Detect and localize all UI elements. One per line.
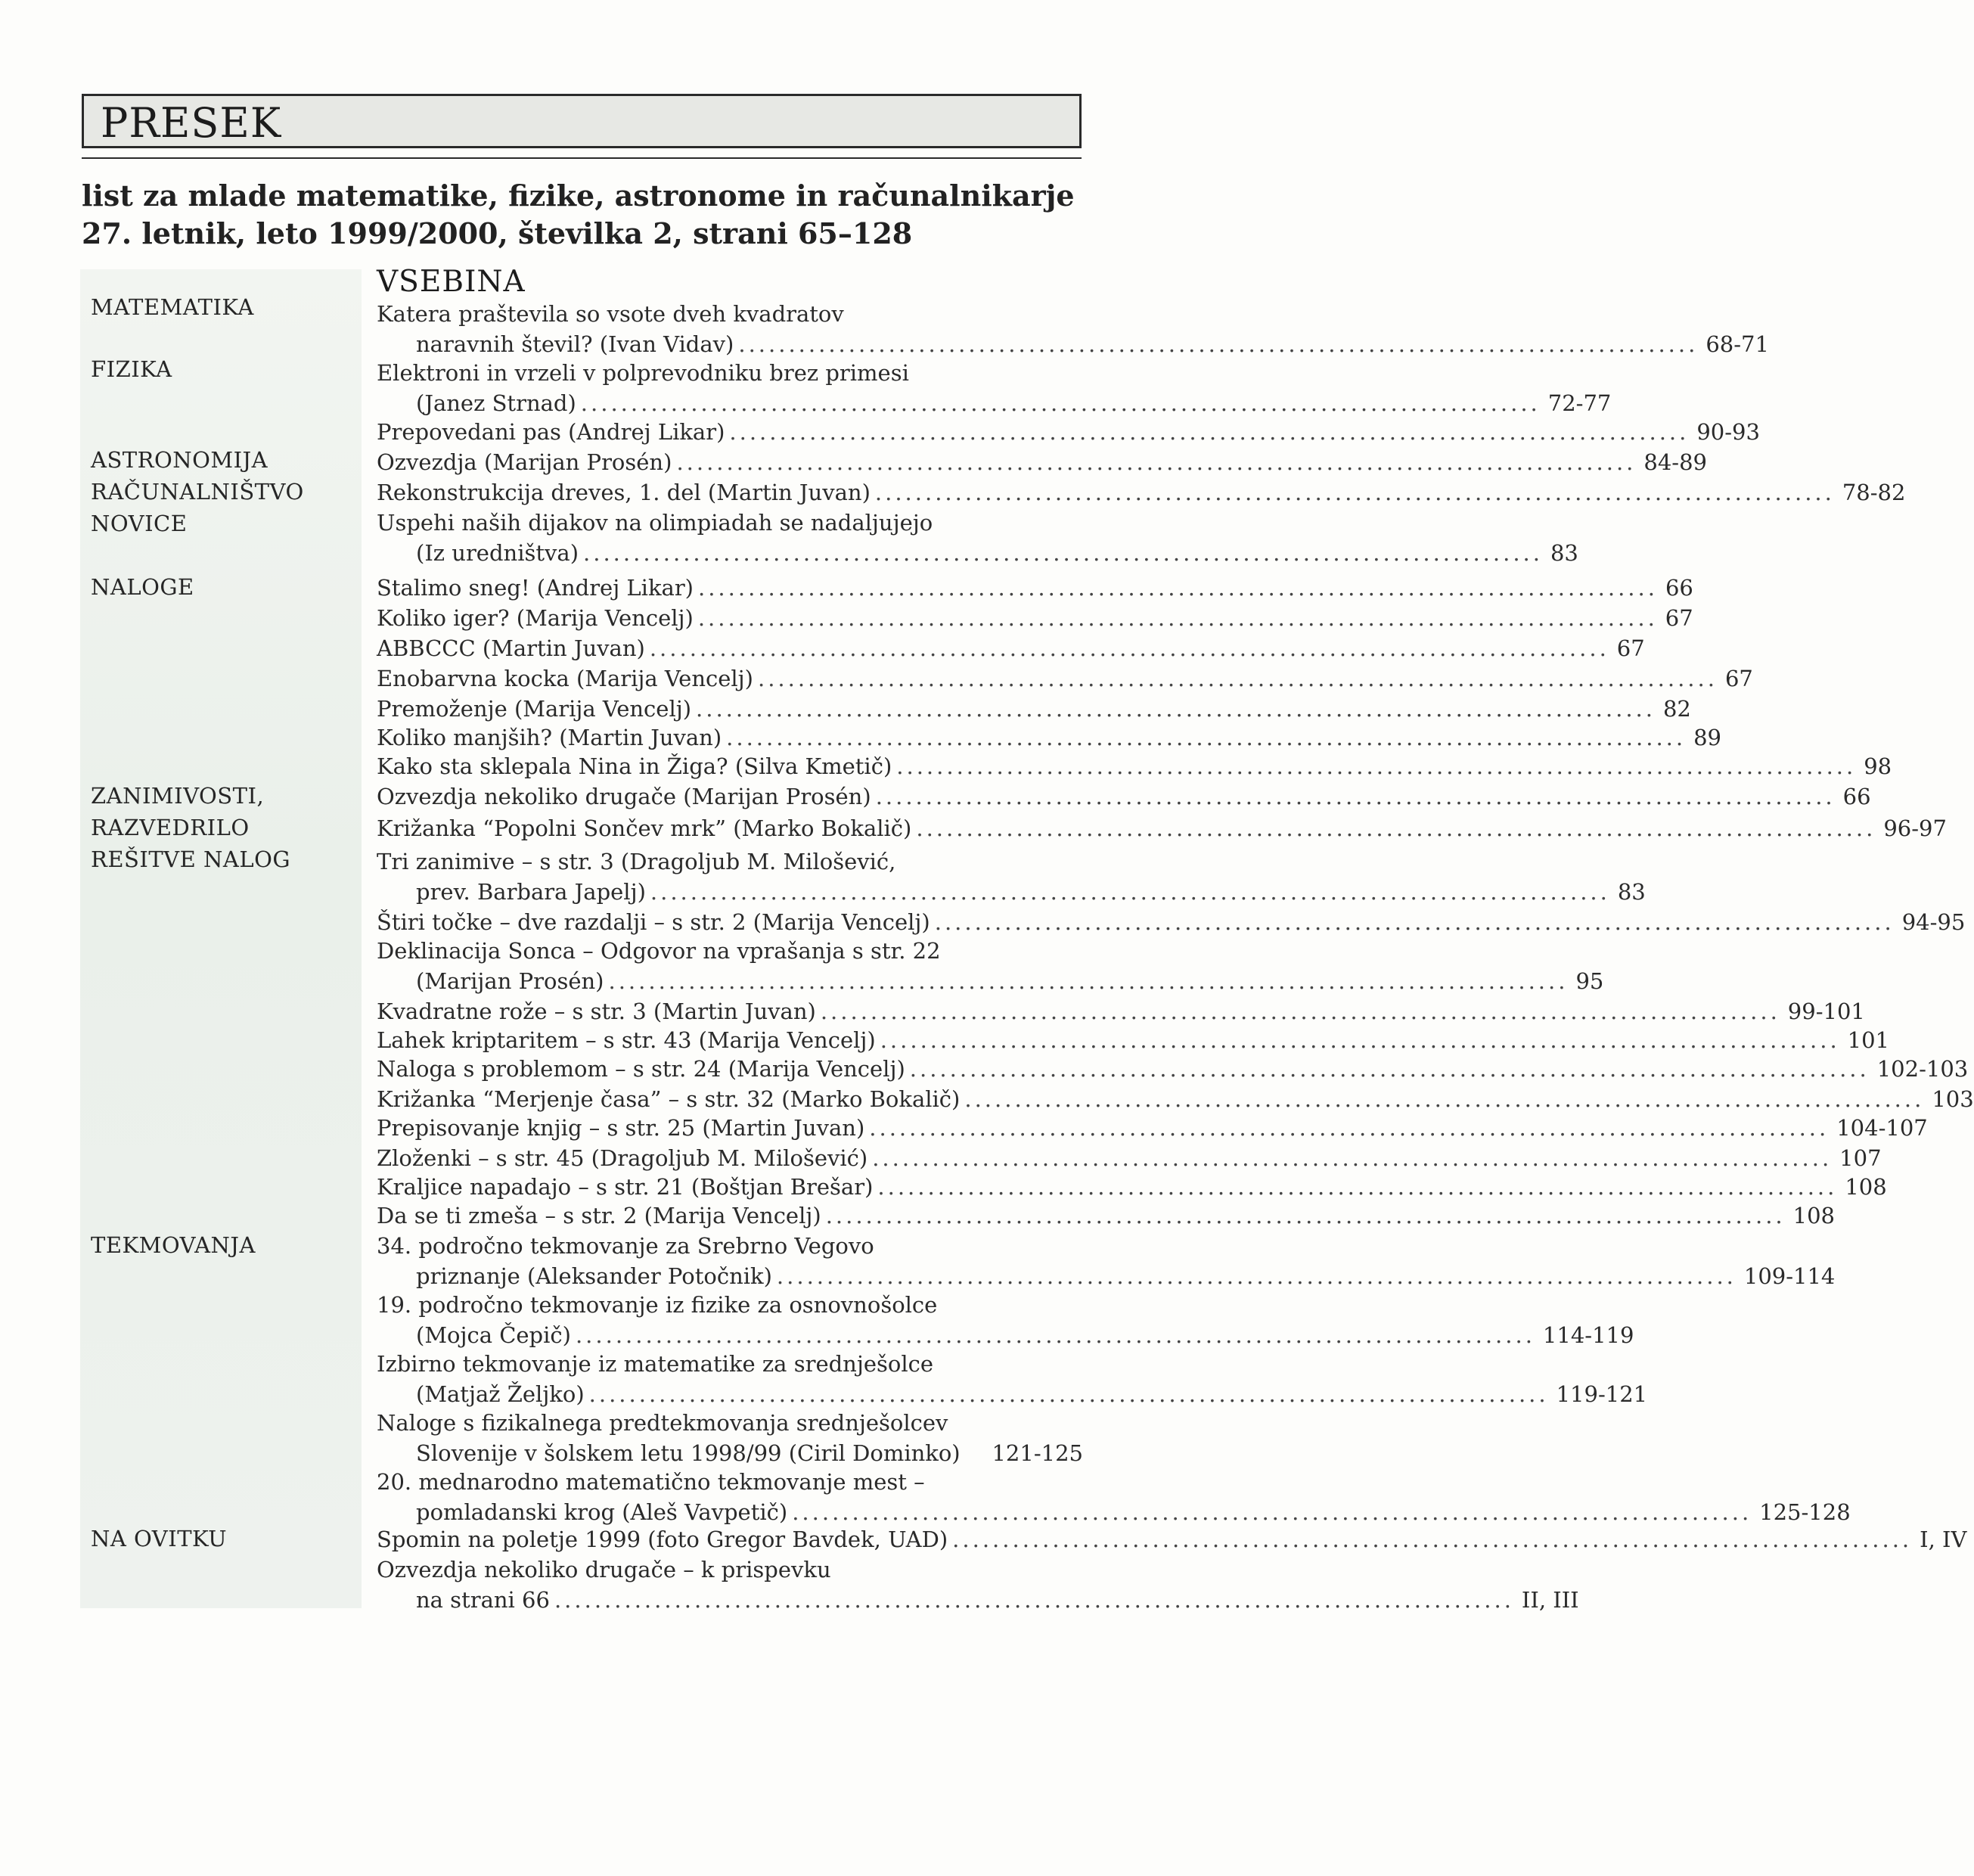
toc-line <box>377 634 1645 663</box>
toc-title: Ozvezdja nekoliko drugače (Marijan Prosén) <box>377 784 871 809</box>
dot-leader: ................................................................................................ <box>583 540 1543 566</box>
toc-page: 96-97 <box>1883 815 1947 841</box>
toc-title: Rekonstrukcija dreves, 1. del (Martin Juvan) <box>377 480 871 505</box>
toc-line <box>377 723 1722 752</box>
section-label-fizika: FIZIKA <box>91 356 172 382</box>
toc-page: 101 <box>1847 1027 1890 1053</box>
dot-leader: ................................................................................................ <box>676 449 1637 475</box>
dot-leader: ................................................................................................ <box>696 696 1656 722</box>
toc-page: 114-119 <box>1542 1322 1634 1348</box>
toc-page: 109-114 <box>1743 1263 1836 1289</box>
toc-title: Enobarvna kocka (Marija Vencelj) <box>377 666 753 691</box>
section-label-na-ovitku: NA OVITKU <box>91 1526 228 1551</box>
dot-leader: ................................................................................................ <box>776 1263 1737 1289</box>
dot-leader: ................................................................................................ <box>896 753 1857 779</box>
toc-title: (Marijan Prosén) <box>416 968 604 994</box>
toc-title: Križanka “Popolni Sončev mrk” (Marko Bokalič) <box>377 815 912 841</box>
toc-page: 67 <box>1665 605 1693 631</box>
subtitle-line-1: list za mlade matematike, fizike, astronome in računalnikarje <box>82 179 1075 213</box>
dot-leader: ................................................................................................ <box>820 999 1780 1024</box>
toc-title: Prepovedani pas (Andrej Likar) <box>377 419 725 445</box>
toc-line <box>377 1201 1835 1230</box>
dot-leader: ................................................................................................ <box>825 1203 1786 1228</box>
toc-page: 121-125 <box>992 1440 1083 1466</box>
toc-title: pomladanski krog (Aleš Vavpetič) <box>416 1499 788 1525</box>
toc-title: Štiri točke – dve razdalji – s str. 2 (Marija Vencelj) <box>377 909 930 935</box>
toc-line <box>377 1232 1083 1260</box>
toc-line <box>416 1439 1083 1468</box>
toc-title: 34. področno tekmovanje za Srebrno Vegovo <box>377 1233 874 1259</box>
toc-line <box>377 1468 1083 1496</box>
toc-page: 102-103 <box>1876 1056 1969 1082</box>
dot-leader: ................................................................................................ <box>649 635 1609 661</box>
toc-line <box>416 967 1604 995</box>
toc-page: 72-77 <box>1547 390 1612 416</box>
toc-line <box>377 664 1753 693</box>
toc-line <box>377 936 1083 965</box>
toc-title: (Matjaž Željko) <box>416 1381 585 1407</box>
toc-title: Kvadratne rože – s str. 3 (Martin Juvan) <box>377 999 816 1024</box>
toc-line <box>377 478 1906 507</box>
section-label-zanimivosti: ZANIMIVOSTI, <box>91 783 265 809</box>
toc-line <box>377 782 1871 811</box>
section-label-matematika: MATEMATIKA <box>91 294 254 320</box>
toc-line <box>377 1144 1882 1172</box>
toc-page: 66 <box>1665 575 1693 601</box>
toc-page: 94-95 <box>1901 909 1966 935</box>
toc-page: 99-101 <box>1787 999 1865 1024</box>
toc-line <box>416 1380 1648 1409</box>
section-label-resitve-nalog: REŠITVE NALOG <box>91 846 291 872</box>
toc-page: 90-93 <box>1696 419 1760 445</box>
toc-title: na strani 66 <box>416 1587 550 1613</box>
toc-line <box>377 997 1865 1026</box>
dot-leader: ................................................................................................ <box>934 909 1895 935</box>
toc-line <box>377 448 1707 477</box>
dot-leader: ................................................................................................ <box>757 666 1718 691</box>
toc-line <box>377 604 1693 632</box>
section-label-tekmovanja: TEKMOVANJA <box>91 1232 256 1258</box>
toc-title: Ozvezdja (Marijan Prosén) <box>377 449 672 475</box>
masthead-title: PRESEK <box>101 99 282 147</box>
toc-line <box>416 877 1646 906</box>
toc-title: Deklinacija Sonca – Odgovor na vprašanja s str. 22 <box>377 938 941 964</box>
toc-line <box>377 508 1083 537</box>
toc-title: Zloženki – s str. 45 (Dragoljub M. Milošević) <box>377 1145 868 1171</box>
toc-line <box>416 1262 1836 1291</box>
toc-line <box>377 1409 1083 1437</box>
dot-leader: ................................................................................................ <box>964 1086 1925 1112</box>
toc-title: Elektroni in vrzeli v polprevodniku brez primesi <box>377 360 909 386</box>
dot-leader: ................................................................................................ <box>909 1056 1870 1082</box>
toc-title: (Janez Strnad) <box>416 390 576 416</box>
contents-heading: VSEBINA <box>377 265 526 299</box>
dot-leader: ................................................................................................ <box>916 815 1876 841</box>
toc-title: (Iz uredništva) <box>416 540 579 566</box>
toc-page: 67 <box>1616 635 1645 661</box>
dot-leader: ................................................................................................ <box>877 1174 1838 1200</box>
toc-title: ABBCCC (Martin Juvan) <box>377 635 645 661</box>
toc-line <box>377 1350 1083 1378</box>
toc-title: Izbirno tekmovanje iz matematike za srednješolce <box>377 1351 934 1377</box>
subtitle-line-2: 27. letnik, leto 1999/2000, številka 2, strani 65–128 <box>82 216 913 250</box>
toc-page: 103 <box>1932 1086 1974 1112</box>
toc-page: 104-107 <box>1836 1115 1928 1141</box>
toc-title: 19. področno tekmovanje iz fizike za osnovnošolce <box>377 1292 938 1318</box>
toc-line <box>377 1525 1967 1554</box>
toc-line <box>416 1321 1634 1350</box>
toc-title: Koliko manjših? (Martin Juvan) <box>377 725 722 750</box>
toc-line <box>377 752 1892 781</box>
toc-line <box>377 1555 1083 1584</box>
dot-leader: ................................................................................................ <box>880 1027 1840 1053</box>
dot-leader: ................................................................................................ <box>580 390 1541 416</box>
toc-title: Lahek kriptaritem – s str. 43 (Marija Vencelj) <box>377 1027 876 1053</box>
toc-title: Da se ti zmeša – s str. 2 (Marija Vencelj) <box>377 1203 821 1228</box>
dot-leader: ................................................................................................ <box>872 1145 1833 1171</box>
dot-leader: ................................................................................................ <box>869 1115 1830 1141</box>
toc-line <box>377 814 1947 843</box>
toc-page: 78-82 <box>1842 480 1906 505</box>
toc-line <box>416 389 1612 418</box>
toc-title: 20. mednarodno matematično tekmovanje mest – <box>377 1469 925 1495</box>
toc-title: (Mojca Čepič) <box>416 1322 571 1348</box>
toc-title: Uspehi naših dijakov na olimpiadah se nadaljujejo <box>377 510 933 536</box>
section-label-naloge: NALOGE <box>91 574 194 600</box>
toc-line <box>377 908 1966 936</box>
toc-line <box>377 1172 1887 1201</box>
dot-leader: ................................................................................................ <box>554 1587 1514 1613</box>
toc-line <box>377 573 1693 602</box>
toc-page: 66 <box>1842 784 1871 809</box>
toc-page: 82 <box>1662 696 1691 722</box>
section-label-astronomija: ASTRONOMIJA <box>91 447 268 473</box>
toc-title: Stalimo sneg! (Andrej Likar) <box>377 575 694 601</box>
toc-title: Križanka “Merjenje časa” – s str. 32 (Marko Bokalič) <box>377 1086 961 1112</box>
dot-leader: ................................................................................................ <box>608 968 1569 994</box>
toc-page: 89 <box>1693 725 1722 750</box>
toc-page: 95 <box>1575 968 1604 994</box>
dot-leader: ................................................................................................ <box>698 575 1658 601</box>
dot-leader: ................................................................................................ <box>697 605 1658 631</box>
toc-page: 107 <box>1839 1145 1882 1171</box>
dot-leader: ................................................................................................ <box>792 1499 1752 1525</box>
toc-line <box>377 847 1083 876</box>
masthead-box <box>82 94 1082 148</box>
toc-page: 84-89 <box>1643 449 1707 475</box>
toc-title: Kraljice napadajo – s str. 21 (Boštjan Brešar) <box>377 1174 874 1200</box>
dot-leader: ................................................................................................ <box>650 879 1610 905</box>
toc-line <box>377 1085 1974 1113</box>
dot-leader: ................................................................................................ <box>874 480 1835 505</box>
toc-title: Tri zanimive – s str. 3 (Dragoljub M. Milošević, <box>377 849 896 874</box>
toc-line <box>377 1291 1083 1319</box>
toc-line <box>416 330 1769 359</box>
toc-page: 83 <box>1617 879 1646 905</box>
toc-title: Kako sta sklepala Nina in Žiga? (Silva Kmetič) <box>377 753 892 779</box>
dot-leader: ................................................................................................ <box>729 419 1690 445</box>
toc-page: 119-121 <box>1556 1381 1648 1407</box>
dot-leader: ................................................................................................ <box>726 725 1687 750</box>
toc-page: I, IV <box>1920 1527 1967 1552</box>
dot-leader: ................................................................................................ <box>575 1322 1535 1348</box>
toc-title: prev. Barbara Japelj) <box>416 879 646 905</box>
toc-line <box>377 1113 1928 1142</box>
toc-title: Prepisovanje knjig – s str. 25 (Martin Juvan) <box>377 1115 865 1141</box>
toc-page: II, III <box>1521 1587 1579 1613</box>
toc-title: Katera praštevila so vsote dveh kvadratov <box>377 301 844 327</box>
masthead-rule <box>82 157 1082 159</box>
toc-title: Ozvezdja nekoliko drugače – k prispevku <box>377 1557 831 1582</box>
toc-line <box>377 1026 1890 1054</box>
section-label-razvedrilo: RAZVEDRILO <box>91 815 250 840</box>
dot-leader: ................................................................................................ <box>952 1527 1913 1552</box>
toc-line <box>416 1586 1579 1614</box>
toc-page: 98 <box>1864 753 1892 779</box>
toc-line <box>377 418 1760 446</box>
toc-line <box>416 1498 1851 1527</box>
toc-title: Slovenije v šolskem letu 1998/99 (Ciril Dominko) <box>416 1440 961 1466</box>
toc-title: Naloga s problemom – s str. 24 (Marija Vencelj) <box>377 1056 905 1082</box>
toc-line <box>377 300 1083 328</box>
toc-line <box>377 694 1691 723</box>
toc-page: 67 <box>1724 666 1753 691</box>
toc-title: naravnih števil? (Ivan Vidav) <box>416 331 734 357</box>
toc-line <box>416 539 1578 567</box>
dot-leader: ................................................................................................ <box>588 1381 1549 1407</box>
toc-title: Spomin na poletje 1999 (foto Gregor Bavdek, UAD) <box>377 1527 948 1552</box>
section-label-racunalnistvo: RAČUNALNIŠTVO <box>91 479 304 505</box>
toc-title: Naloge s fizikalnega predtekmovanja srednješolcev <box>377 1410 948 1436</box>
toc-page: 108 <box>1845 1174 1887 1200</box>
section-label-novice: NOVICE <box>91 511 188 536</box>
dot-leader: ................................................................................................ <box>875 784 1836 809</box>
toc-line <box>377 1054 1969 1083</box>
toc-page: 83 <box>1550 540 1578 566</box>
toc-title: Premoženje (Marija Vencelj) <box>377 696 692 722</box>
toc-line <box>377 359 1083 387</box>
toc-page: 108 <box>1792 1203 1835 1228</box>
toc-title: Koliko iger? (Marija Vencelj) <box>377 605 694 631</box>
toc-page: 125-128 <box>1759 1499 1851 1525</box>
toc-title: priznanje (Aleksander Potočnik) <box>416 1263 772 1289</box>
toc-page: 68-71 <box>1706 331 1769 357</box>
dot-leader: ................................................................................................ <box>738 331 1699 357</box>
